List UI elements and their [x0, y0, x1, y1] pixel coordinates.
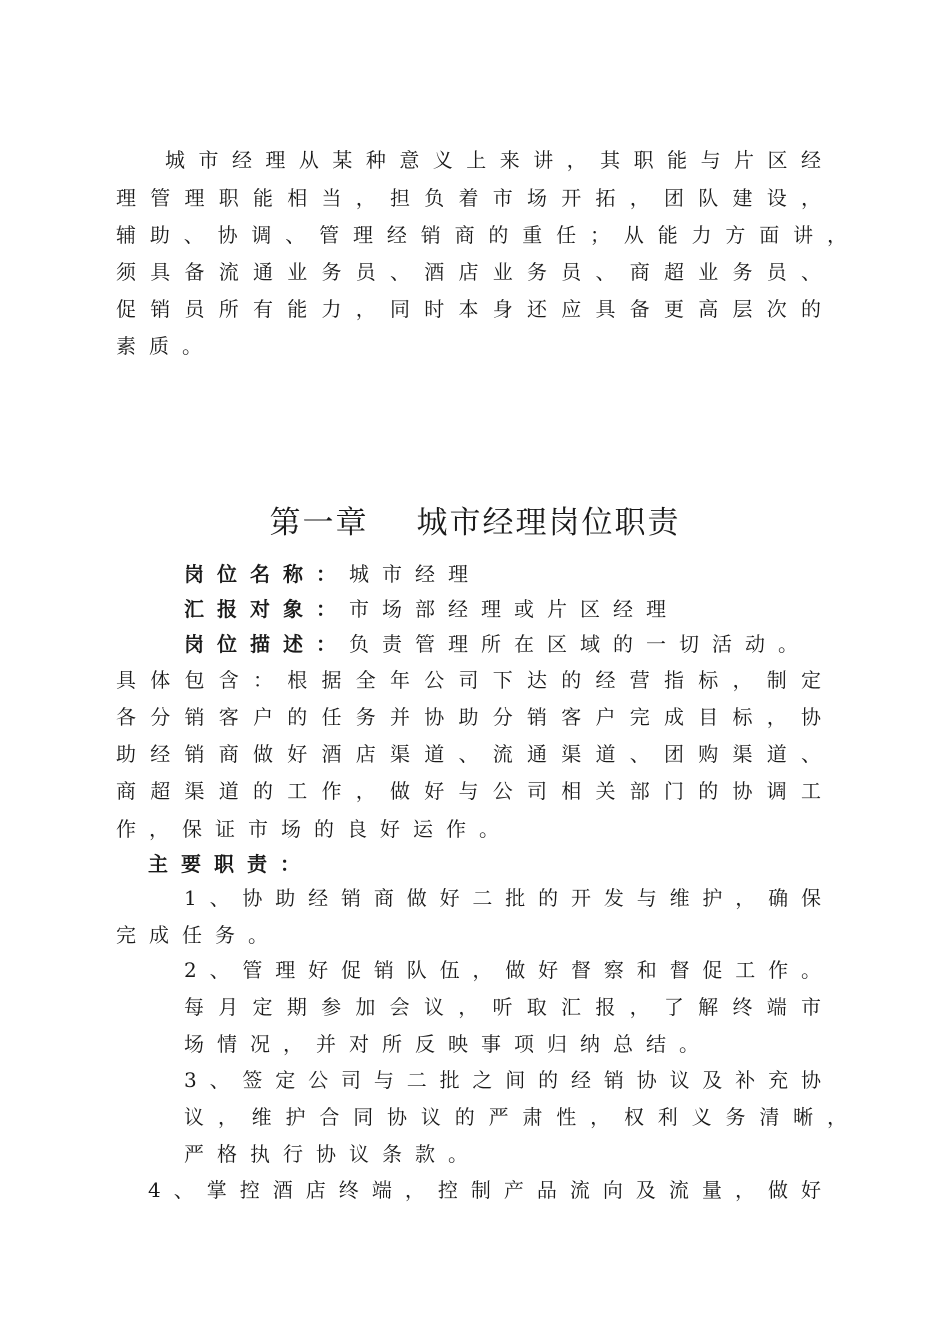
description-label: 岗位描述：: [184, 632, 349, 656]
intro-line-5: 促销员所有能力，同时本身还应具备更高层次的: [116, 297, 821, 321]
description-first-line: 负责管理所在区域的一切活动。: [349, 632, 811, 656]
duty-line-4: 每月定期参加会议，听取汇报，了解终端市: [184, 995, 821, 1019]
duty-line-3: 2、管理好促销队伍，做好督察和督促工作。: [184, 958, 821, 982]
description-row: [184, 630, 811, 658]
position-label: 岗位名称：: [184, 562, 349, 586]
duty-line-2: 完成任务。: [116, 923, 281, 947]
report-to-value: 市场部经理或片区经理: [349, 597, 679, 621]
duty-line-8: 严格执行协议条款。: [184, 1142, 481, 1166]
duty-line-9: 4、掌控酒店终端，控制产品流向及流量，做好: [148, 1178, 821, 1202]
description-line-2: 各分销客户的任务并协助分销客户完成目标，协: [116, 705, 821, 729]
description-line-3: 助经销商做好酒店渠道、流通渠道、团购渠道、: [116, 742, 821, 766]
intro-line-1: 城市经理从某种意义上来讲，其职能与片区经: [165, 148, 821, 172]
intro-line-6: 素质。: [116, 334, 215, 358]
position-value: 城市经理: [349, 562, 481, 586]
duty-line-7: 议，维护合同协议的严肃性，权利义务清晰，: [184, 1105, 847, 1129]
intro-line-2: 理管理职能相当，担负着市场开拓，团队建设，: [116, 186, 821, 210]
description-line-5: 作，保证市场的良好运作。: [116, 817, 512, 841]
duty-line-5: 场情况，并对所反映事项归纳总结。: [184, 1032, 712, 1056]
chapter-heading: [0, 503, 950, 543]
description-line-1: 具体包含：根据全年公司下达的经营指标，制定: [116, 668, 821, 692]
report-to-label: 汇报对象：: [184, 597, 349, 621]
duty-line-6: 3、签定公司与二批之间的经销协议及补充协: [184, 1068, 821, 1092]
duty-line-1: 1、协助经销商做好二批的开发与维护，确保: [184, 886, 821, 910]
chapter-number: 第一章: [269, 505, 369, 541]
intro-line-4: 须具备流通业务员、酒店业务员、商超业务员、: [116, 260, 821, 284]
chapter-title: 城市经理岗位职责: [416, 505, 681, 541]
description-line-4: 商超渠道的工作，做好与公司相关部门的协调工: [116, 779, 821, 803]
position-row: [184, 560, 481, 588]
report-to-row: [184, 595, 679, 623]
intro-line-3: 辅助、协调、管理经销商的重任；从能力方面讲，: [116, 223, 847, 247]
duties-label: 主要职责：: [148, 852, 313, 876]
